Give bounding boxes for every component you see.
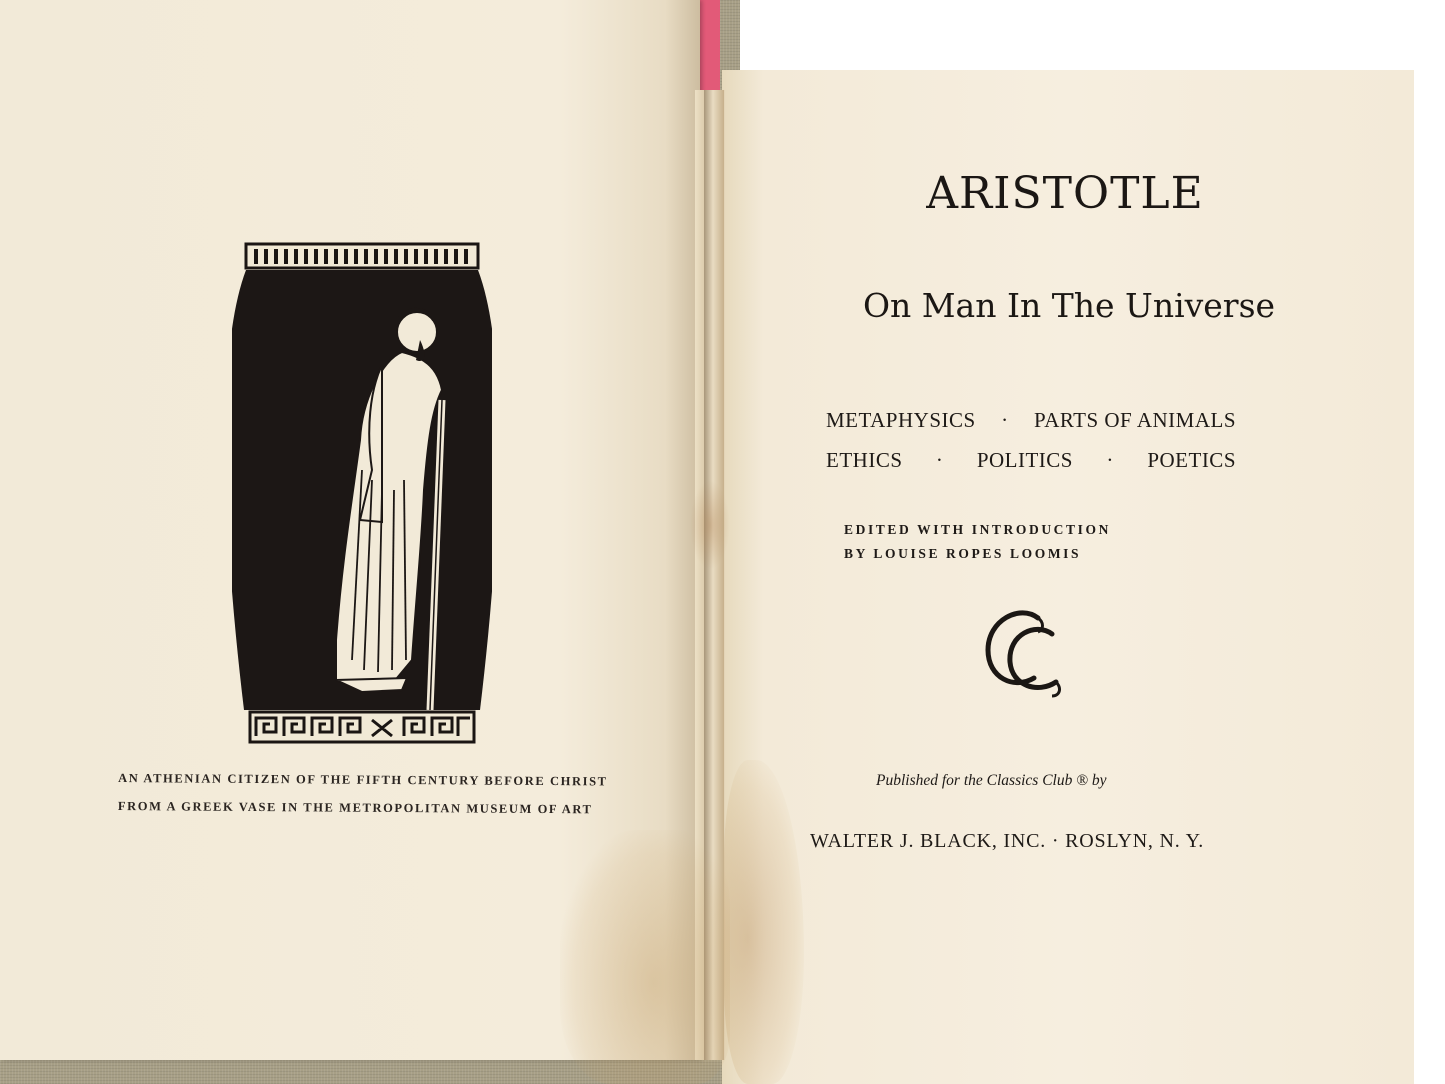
subject-separator: · [935, 448, 944, 472]
classics-club-monogram [980, 600, 1070, 700]
subject-metaphysics: METAPHYSICS [826, 408, 976, 432]
book-title: On Man In The Universe [862, 286, 1276, 325]
subject-politics: POLITICS [976, 448, 1073, 472]
caption-line-1: AN ATHENIAN CITIZEN OF THE FIFTH CENTURY BEFORE CHRIST [118, 771, 608, 789]
subjects-row-2 [826, 440, 1236, 480]
editor-credit [844, 518, 1224, 566]
editor-line-1: EDITED WITH INTRODUCTION [844, 522, 1111, 537]
editor-line-2: BY LOUISE ROPES LOOMIS [844, 546, 1082, 561]
illustration-caption [118, 764, 678, 824]
right-page [722, 70, 1414, 1084]
water-stain [690, 480, 730, 570]
author-title: ARISTOTLE [926, 168, 1204, 219]
subject-separator: · [1106, 448, 1114, 472]
subject-ethics: ETHICS [826, 448, 903, 472]
caption-line-2: FROM A GREEK VASE IN THE METROPOLITAN MUSEUM OF ART [117, 799, 593, 817]
subject-parts-of-animals: PARTS OF ANIMALS [1033, 408, 1236, 432]
subject-poetics: POETICS [1147, 448, 1236, 472]
subjects-list [826, 400, 1236, 480]
published-for-line: Published for the Classics Club ® by [876, 772, 1107, 789]
publisher-line: WALTER J. BLACK, INC. · ROSLYN, N. Y. [810, 830, 1205, 852]
water-stain [560, 830, 730, 1084]
subject-separator: · [1001, 408, 1009, 432]
subjects-row-1 [826, 400, 1236, 440]
greek-vase-illustration [232, 240, 492, 760]
